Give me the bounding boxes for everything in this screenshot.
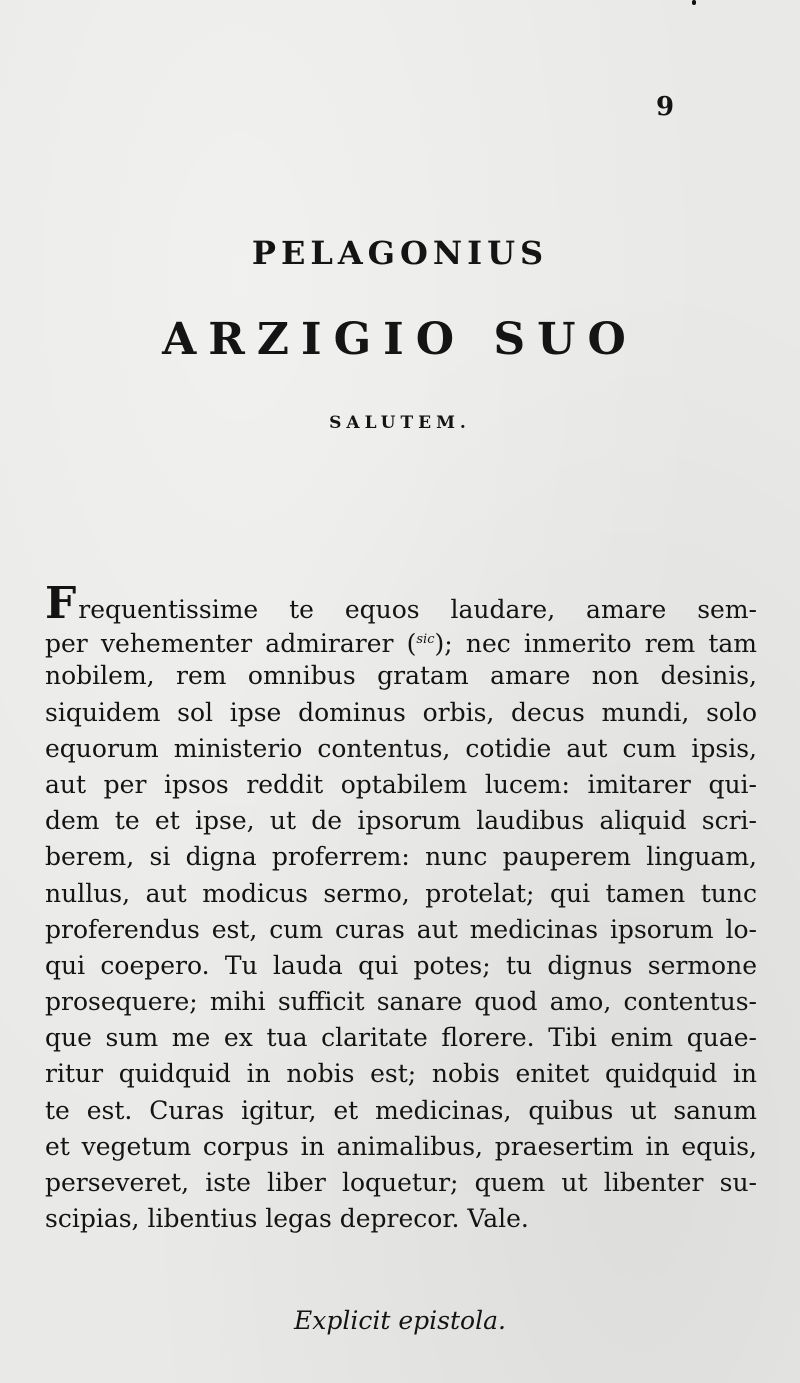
ink-speck <box>692 0 696 5</box>
letter-line-7: dem te et ipse, ut de ipsorum laudibus aliquid scri- <box>45 806 757 836</box>
sic-open: ( <box>406 629 417 659</box>
letter-body <box>45 578 758 1237</box>
letter-line-tail: ; nec inmerito rem tam <box>444 629 758 659</box>
letter-line-text: per vehementer admirarer <box>45 629 394 659</box>
author-heading: PELAGONIUS <box>251 234 549 272</box>
letter-line-6: aut per ipsos reddit optabilem lucem: imitarer qui- <box>45 769 757 799</box>
letter-line-9: nullus, aut modicus sermo, protelat; qui tamen tunc <box>45 878 757 908</box>
letter-line-16: et vegetum corpus in animalibus, praesertim in equis, <box>45 1131 757 1161</box>
drop-cap: F <box>45 578 77 629</box>
letter-line-5: equorum ministerio contentus, cotidie aut cum ipsis, <box>45 733 757 763</box>
letter-line-18: scipias, libentius legas deprecor. Vale. <box>45 1204 529 1234</box>
letter-line-4: siquidem sol ipse dominus orbis, decus mundi, solo <box>45 697 757 727</box>
letter-line-17: perseveret, iste liber loquetur; quem ut libenter su- <box>45 1168 757 1197</box>
recipient-heading: ARZIGIO SUO <box>162 314 638 365</box>
letter-line-11: qui coepero. Tu lauda qui potes; tu dignus sermone <box>45 950 757 980</box>
letter-line-3: nobilem, rem omnibus gratam amare non desinis, <box>45 661 757 691</box>
sic-note: sic <box>416 632 435 648</box>
letter-line-1 <box>45 578 757 629</box>
salutation: SALUTEM. <box>329 413 471 433</box>
letter-line-10: proferendus est, cum curas aut medicinas ipsorum lo- <box>45 914 757 944</box>
letter-line-12: prosequere; mihi sufficit sanare quod amo, contentus- <box>45 987 757 1017</box>
letter-line-text: requentissime te equos laudare, amare sem- <box>78 595 757 624</box>
letter-line-2 <box>45 622 757 658</box>
sic-close: ) <box>434 629 445 659</box>
explicit-line: Explicit epistola. <box>294 1306 506 1335</box>
page-number: 9 <box>656 92 675 122</box>
letter-line-8: berem, si digna proferrem: nunc pauperem linguam, <box>45 842 757 872</box>
letter-line-14: ritur quidquid in nobis est; nobis enitet quidquid in <box>45 1059 757 1089</box>
letter-line-15: te est. Curas igitur, et medicinas, quibus ut sanum <box>45 1095 757 1125</box>
letter-line-13: que sum me ex tua claritate florere. Tibi enim quae- <box>45 1023 757 1053</box>
